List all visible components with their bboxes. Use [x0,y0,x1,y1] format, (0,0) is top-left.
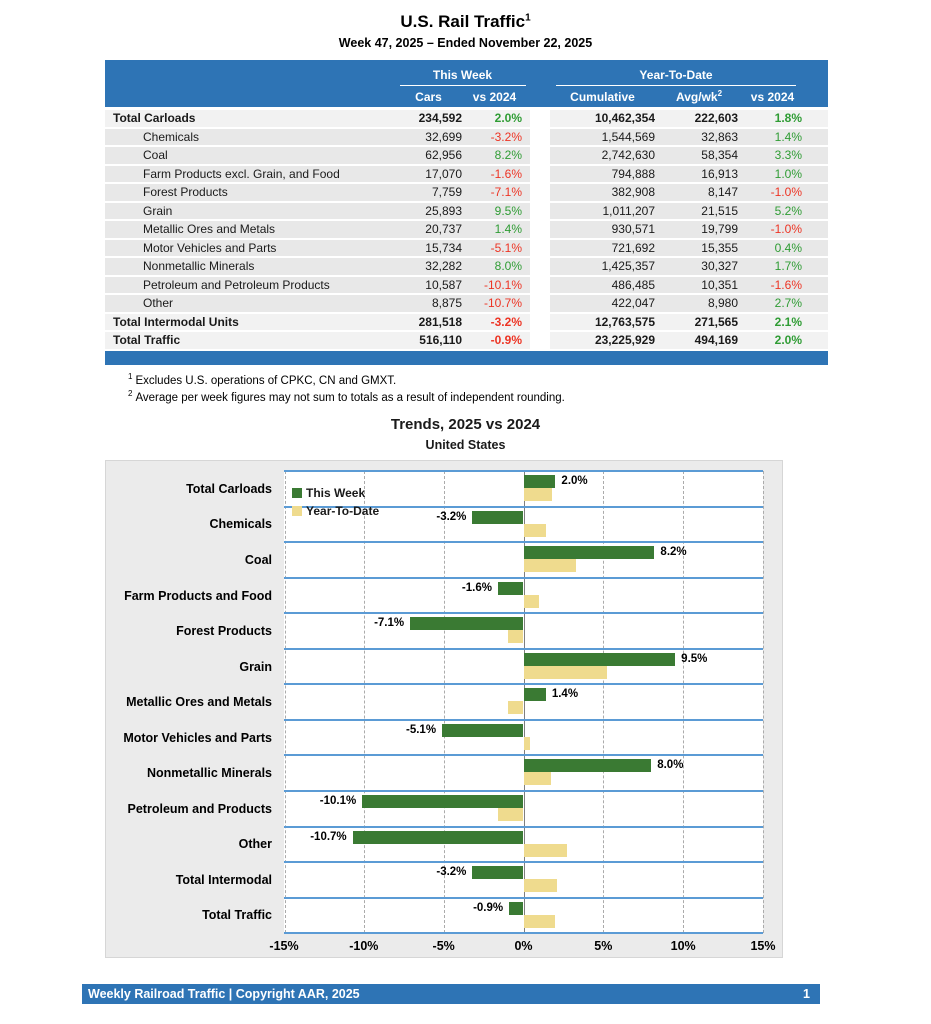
group-header-this-week-label: This Week [400,68,526,86]
cell-vs-2024-ytd: 2.7% [743,295,828,312]
legend-label: This Week [306,485,366,500]
chart-category-label: Coal [244,552,272,567]
row-label: Farm Products excl. Grain, and Food [105,166,395,183]
table-row [105,184,828,201]
x-axis-tick-label: 0% [514,939,533,954]
cell-cumulative: 930,571 [550,221,660,238]
footnote-text: Average per week figures may not sum to totals as a result of independent rounding. [135,392,565,405]
trends-bar-chart [105,460,783,958]
chart-subtitle: United States [425,438,506,453]
table-row [105,110,828,127]
footnote-superscript: 2 [128,389,133,399]
cell-vs-2024-ytd: 1.8% [743,110,828,127]
cell-vs-2024-week: -3.2% [467,129,530,146]
table-row [105,332,828,349]
cell-avg-wk: 30,327 [660,258,743,275]
chart-bar-this-week [410,617,523,630]
cell-cars: 8,875 [395,295,467,312]
cell-gap [530,221,550,238]
chart-bar-year-to-date [524,595,540,608]
cell-vs-2024-ytd: 2.1% [743,314,828,331]
band-separator-line [284,612,763,614]
column-header-avg-wk-text: Avg/wk [675,90,718,104]
x-axis-tick-label: 10% [670,939,696,954]
chart-category-label: Forest Products [176,624,272,639]
footnote-line [128,372,931,387]
cell-cumulative: 382,908 [550,184,660,201]
cell-avg-wk: 21,515 [660,203,743,220]
row-label: Total Traffic [105,332,395,349]
cell-gap [530,277,550,294]
chart-category-label: Farm Products and Food [124,588,272,603]
cell-avg-wk: 19,799 [660,221,743,238]
chart-value-label: -10.1% [319,795,357,807]
table-row [105,203,828,220]
x-axis-tick-label: -10% [349,939,379,954]
cell-cars: 62,956 [395,147,467,164]
band-separator-line [284,648,763,650]
table-row [105,147,828,164]
table-row [105,258,828,275]
band-separator-line [284,470,763,472]
chart-bar-year-to-date [524,915,556,928]
chart-value-label: 8.2% [660,546,687,559]
report-header [0,0,931,50]
table-header [105,60,828,107]
chart-bar-year-to-date [524,844,567,857]
legend-label: Year-To-Date [306,503,380,518]
column-header-avg-wk-superscript: 2 [717,89,723,98]
cell-cars: 234,592 [395,110,467,127]
cell-gap [530,332,550,349]
cell-vs-2024-week: 1.4% [467,221,530,238]
x-axis-tick-label: -5% [432,939,455,954]
cell-cumulative: 1,011,207 [550,203,660,220]
cell-gap [530,295,550,312]
row-label: Coal [105,147,395,164]
chart-category-label: Total Carloads [186,481,272,496]
x-axis-tick-label: 15% [750,939,776,954]
band-separator-line [284,683,763,685]
cell-cars: 32,282 [395,258,467,275]
column-header-cars: Cars [415,89,442,104]
row-label: Petroleum and Petroleum Products [105,277,395,294]
cell-avg-wk: 271,565 [660,314,743,331]
cell-cars: 10,587 [395,277,467,294]
cell-vs-2024-ytd: 2.0% [743,332,828,349]
chart-value-label: 1.4% [551,688,579,701]
table-row [105,295,828,312]
chart-value-label: -3.2% [436,510,467,523]
row-label: Other [105,295,395,312]
chart-value-label: 2.0% [561,475,588,488]
cell-vs-2024-week: 2.0% [467,110,530,127]
footnotes [128,372,931,405]
chart-bar-this-week [362,795,523,808]
chart-bar-year-to-date [524,559,577,572]
cell-cumulative: 794,888 [550,166,660,183]
footnote-line [128,389,931,404]
chart-bar-this-week [509,902,523,915]
cell-gap [530,240,550,257]
cell-cumulative: 486,485 [550,277,660,294]
chart-bar-this-week [524,546,655,559]
cell-cumulative: 10,462,354 [550,110,660,127]
cell-gap [530,258,550,275]
chart-bar-year-to-date [524,879,558,892]
cell-vs-2024-week: -7.1% [467,184,530,201]
cell-vs-2024-ytd: 3.3% [743,147,828,164]
chart-bar-year-to-date [508,630,524,643]
cell-cumulative: 12,763,575 [550,314,660,331]
row-label: Total Intermodal Units [105,314,395,331]
chart-bar-this-week [524,688,546,701]
cell-avg-wk: 8,147 [660,184,743,201]
row-label: Grain [105,203,395,220]
chart-category-label: Metallic Ores and Metals [126,695,272,710]
group-header-year-to-date-label: Year-To-Date [556,68,796,86]
footer-text: Weekly Railroad Traffic | Copyright AAR, 2025 [88,987,360,1001]
cell-cumulative: 23,225,929 [550,332,660,349]
chart-bar-this-week [524,759,652,772]
cell-gap [530,203,550,220]
footnote-text: Excludes U.S. operations of CPKC, CN and GMXT. [135,374,397,387]
cell-vs-2024-ytd: 1.0% [743,166,828,183]
chart-category-label: Motor Vehicles and Parts [123,730,272,745]
cell-gap [530,314,550,331]
page-title-superscript: 1 [525,12,531,24]
legend-item-year-to-date [292,503,379,518]
cell-cars: 25,893 [395,203,467,220]
chart-bar-this-week [524,475,556,488]
table-row [105,166,828,183]
cell-vs-2024-week: 9.5% [467,203,530,220]
column-header-vs-2024-week: vs 2024 [472,89,517,104]
band-separator-line [284,754,763,756]
cell-vs-2024-week: -5.1% [467,240,530,257]
cell-vs-2024-week: -10.7% [467,295,530,312]
cell-vs-2024-week: -0.9% [467,332,530,349]
cell-cumulative: 721,692 [550,240,660,257]
chart-category-label: Total Intermodal [175,872,272,887]
cell-gap [530,184,550,201]
table-row [105,221,828,238]
row-label: Total Carloads [105,110,395,127]
legend-swatch-icon [292,488,302,498]
cell-avg-wk: 10,351 [660,277,743,294]
cell-cars: 516,110 [395,332,467,349]
cell-cumulative: 422,047 [550,295,660,312]
band-separator-line [284,861,763,863]
chart-bar-year-to-date [524,737,530,750]
chart-value-label: -3.2% [436,866,467,879]
cell-avg-wk: 15,355 [660,240,743,257]
band-separator-line [284,790,763,792]
row-label: Metallic Ores and Metals [105,221,395,238]
cell-gap [530,129,550,146]
table-row [105,129,828,146]
column-header-cumulative: Cumulative [570,89,635,104]
band-separator-line [284,577,763,579]
cell-vs-2024-ytd: -1.6% [743,277,828,294]
chart-category-label: Chemicals [209,517,272,532]
chart-bar-year-to-date [508,701,524,714]
legend-item-this-week [292,485,379,500]
cell-cars: 20,737 [395,221,467,238]
chart-value-label: -10.7% [310,830,347,843]
x-axis-tick-label: 5% [594,939,613,954]
cell-vs-2024-week: 8.0% [467,258,530,275]
cell-cars: 7,759 [395,184,467,201]
cell-vs-2024-ytd: 1.4% [743,129,828,146]
row-label: Nonmetallic Minerals [105,258,395,275]
column-header-vs-2024-ytd: vs 2024 [750,89,795,104]
table-row [105,277,828,294]
cell-vs-2024-week: -3.2% [467,314,530,331]
cell-gap [530,147,550,164]
group-header-this-week [395,66,530,86]
cell-cumulative: 1,425,357 [550,258,660,275]
cell-avg-wk: 58,354 [660,147,743,164]
row-label: Motor Vehicles and Parts [105,240,395,257]
page-title [0,12,931,32]
page-title-text: U.S. Rail Traffic [400,12,526,31]
row-label: Chemicals [105,129,395,146]
chart-value-label: -5.1% [406,723,437,736]
chart-title-block [0,416,931,452]
chart-bar-this-week [472,511,523,524]
rail-traffic-table [105,60,828,349]
cell-avg-wk: 8,980 [660,295,743,312]
chart-value-label: -1.6% [461,581,492,594]
band-separator-line [284,897,763,899]
legend-swatch-icon [292,506,302,516]
row-label: Forest Products [105,184,395,201]
table-body [105,110,828,349]
band-separator-line [284,541,763,543]
page-subtitle: Week 47, 2025 – Ended November 22, 2025 [338,36,593,50]
chart-bar-this-week [442,724,523,737]
footer-page-number: 1 [803,987,810,1001]
band-separator-line [284,932,763,934]
group-header-year-to-date [550,66,828,86]
cell-cumulative: 2,742,630 [550,147,660,164]
chart-bar-year-to-date [524,666,607,679]
footnote-superscript: 1 [128,371,133,381]
cell-avg-wk: 16,913 [660,166,743,183]
cell-cars: 281,518 [395,314,467,331]
cell-vs-2024-ytd: -1.0% [743,184,828,201]
cell-vs-2024-ytd: 5.2% [743,203,828,220]
cell-vs-2024-ytd: -1.0% [743,221,828,238]
cell-vs-2024-ytd: 1.7% [743,258,828,275]
chart-bar-year-to-date [524,488,553,501]
cell-vs-2024-ytd: 0.4% [743,240,828,257]
cell-gap [530,166,550,183]
cell-avg-wk: 32,863 [660,129,743,146]
cell-cars: 15,734 [395,240,467,257]
band-separator-line [284,826,763,828]
chart-bar-this-week [524,653,676,666]
band-separator-line [284,719,763,721]
chart-value-label: -7.1% [374,617,405,630]
cell-cumulative: 1,544,569 [550,129,660,146]
table-row [105,314,828,331]
cell-vs-2024-week: -1.6% [467,166,530,183]
x-axis-tick-label: -15% [269,939,299,954]
chart-category-label: Total Traffic [202,908,272,923]
page-footer [82,984,820,1004]
chart-bar-this-week [498,582,524,595]
chart-value-label: 8.0% [657,759,684,772]
chart-plot-area [284,471,763,933]
chart-bar-year-to-date [498,808,524,821]
cell-cars: 32,699 [395,129,467,146]
chart-category-label: Other [238,837,272,852]
table-bottom-bar [105,351,828,365]
chart-bar-this-week [353,831,524,844]
chart-category-label: Petroleum and Products [127,801,272,816]
cell-avg-wk: 494,169 [660,332,743,349]
cell-gap [530,110,550,127]
chart-category-label: Grain [239,659,272,674]
chart-value-label: 9.5% [681,652,708,665]
cell-vs-2024-week: -10.1% [467,277,530,294]
chart-legend [292,485,379,521]
cell-vs-2024-week: 8.2% [467,147,530,164]
chart-bar-year-to-date [524,772,551,785]
column-header-avg-wk [660,89,743,104]
chart-bar-this-week [472,866,523,879]
cell-avg-wk: 222,603 [660,110,743,127]
chart-category-label: Nonmetallic Minerals [146,766,272,781]
chart-bar-year-to-date [524,524,546,537]
chart-value-label: -0.9% [473,901,504,914]
table-row [105,240,828,257]
cell-cars: 17,070 [395,166,467,183]
chart-title: Trends, 2025 vs 2024 [390,416,541,434]
